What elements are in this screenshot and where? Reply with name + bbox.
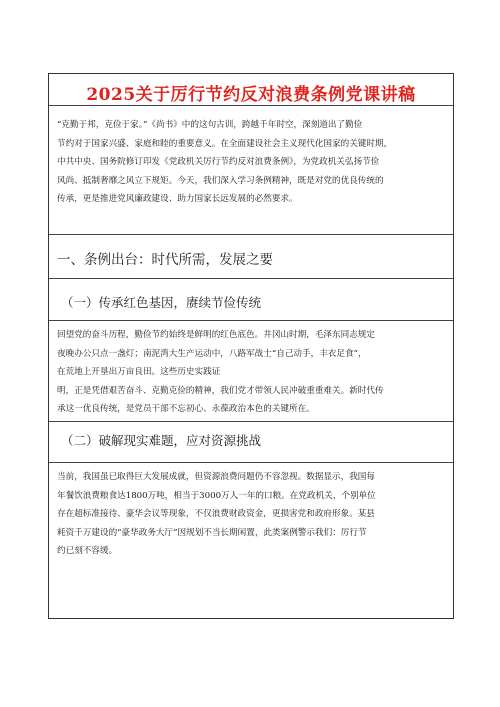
section-heading: 一、条例出台：时代所需，发展之要 <box>57 252 273 268</box>
divider <box>49 105 453 106</box>
intro-line: 中共中央、国务院修订印发《党政机关厉行节约反对浪费条例》，为党政机关弘扬节俭 <box>57 157 380 167</box>
intro-line: “克勤于邦，克俭于家。”《尚书》中的这句古训，跨越千年时空，深刻道出了勤俭 <box>57 120 363 130</box>
paragraph-line: 存在超标准接待、豪华会议等现象，不仅浪费财政资金，更损害党和政府形象。某县 <box>57 509 375 519</box>
divider <box>49 278 453 279</box>
paragraph-line: 当前，我国虽已取得巨大发展成就，但资源浪费问题仍不容忽视。数据显示，我国每 <box>57 472 375 482</box>
paragraph-line: 约已刻不容缓。 <box>57 546 118 556</box>
paragraph-line: 明，正是凭借艰苦奋斗、克勤克俭的精神，我们党才带领人民冲破重重难关。新时代传 <box>57 385 384 396</box>
intro-line: 风尚、抵制奢靡之风立下规矩。今天，我们深入学习条例精神，既是对党的优良传统的 <box>57 175 384 186</box>
document-page <box>48 73 454 619</box>
intro-line: 节约对于国家兴盛、家庭和睦的重要意义。在全面建设社会主义现代化国家的关键时期， <box>57 138 393 149</box>
paragraph-line: 回望党的奋斗历程，勤俭节约始终是鲜明的红色底色。井冈山时期，毛泽东同志规定 <box>57 330 375 340</box>
subsection-paragraph <box>57 326 445 419</box>
intro-paragraph <box>57 116 445 209</box>
paragraph-line: 年餐饮浪费粮食达1800万吨，相当于3000万人一年的口粮。在党政机关，个别单位 <box>57 490 376 501</box>
subsection-heading: （一）传承红色基因，赓续节俭传统 <box>61 295 262 310</box>
paragraph-line: 夜晚办公只点一盏灯；南泥湾大生产运动中，八路军战士“自己动手，丰衣足食”， <box>57 348 367 359</box>
divider <box>49 462 453 463</box>
paragraph-line: 承这一优良传统，是党员干部不忘初心、永葆政治本色的关键所在。 <box>57 404 315 414</box>
subsection-heading: （二）破解现实难题，应对资源挑战 <box>61 433 262 448</box>
paragraph-line: 在荒地上开垦出万亩良田。这些历史实践证 <box>57 367 221 377</box>
intro-line: 传承，更是推进党风廉政建设、助力国家长远发展的必然要求。 <box>57 194 298 204</box>
divider <box>49 234 453 235</box>
paragraph-line: 耗资千万建设的“豪华政务大厅”因规划不当长期闲置，此类案例警示我们：厉行节 <box>57 527 367 538</box>
subsection-paragraph <box>57 468 445 561</box>
divider <box>49 421 453 422</box>
divider <box>49 320 453 321</box>
document-title: 2025关于厉行节约反对浪费条例党课讲稿 <box>86 85 416 105</box>
